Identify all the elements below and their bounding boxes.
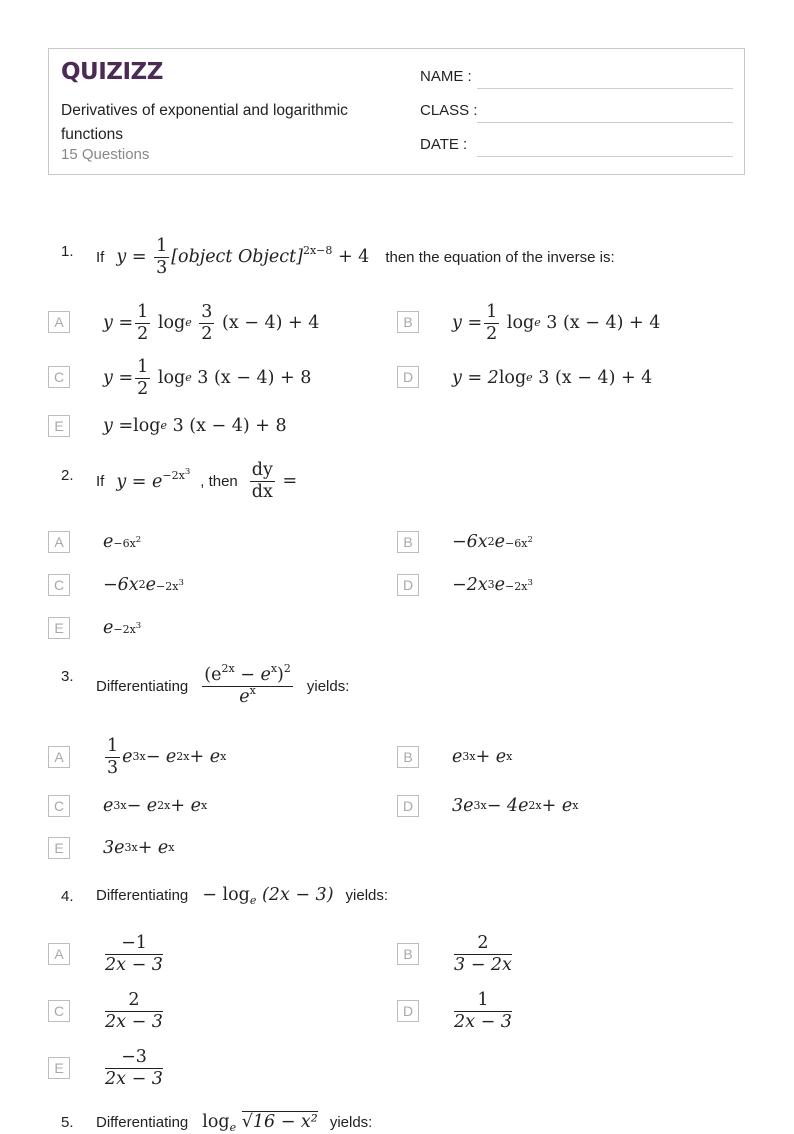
question-2-equation: $y = e^{-2x^3}$ bbox=[116, 466, 191, 492]
option-box-b[interactable]: B bbox=[397, 311, 419, 333]
option-box-a[interactable]: A bbox=[48, 311, 70, 333]
question-1-equation: y = $\frac{1}{3}$ [object Object]$^{2x-8}$ + 4 bbox=[116, 236, 370, 278]
worksheet-title: Derivatives of exponential and logarithmic functions bbox=[61, 102, 348, 143]
option-box-e[interactable]: E bbox=[48, 617, 70, 639]
name-line[interactable] bbox=[477, 88, 733, 89]
question-2-derivative: $\frac{dy}{dx}$ = bbox=[251, 460, 298, 502]
q1-option-c[interactable]: y = $\frac{1}{2}$ log e 3 (x − 4) + 8 bbox=[103, 356, 312, 399]
q3-option-b[interactable]: e 3x + e x bbox=[452, 747, 513, 767]
q3-option-c[interactable]: e 3x − e 2x + e x bbox=[103, 796, 208, 816]
name-field[interactable] bbox=[420, 68, 472, 85]
q4-option-b[interactable]: $\frac{2}{3 - 2x}$ bbox=[454, 933, 512, 975]
option-box-e[interactable]: E bbox=[48, 415, 70, 437]
option-box-c[interactable]: C bbox=[48, 1000, 70, 1022]
option-box-b[interactable]: B bbox=[397, 746, 419, 768]
worksheet-header bbox=[48, 48, 745, 175]
date-label: DATE : bbox=[420, 136, 468, 153]
question-5-number: 5. bbox=[61, 1114, 74, 1131]
q1-option-e[interactable]: y = log e 3 (x − 4) + 8 bbox=[103, 416, 287, 436]
q2-option-d[interactable]: −2x 3 e $-2x^3$ bbox=[452, 575, 533, 595]
question-1-text: If y = $\frac{1}{3}$ [object Object]$^{2x-8}$ + 4 then the equation of the inverse is: bbox=[96, 236, 615, 278]
question-1-number: 1. bbox=[61, 243, 74, 260]
q3-option-a[interactable]: $\frac{1}{3}$ e 3x − e 2x + e x bbox=[107, 735, 227, 778]
q1-option-d[interactable]: y = 2 log e 3 (x − 4) + 4 bbox=[452, 368, 653, 388]
date-field[interactable] bbox=[420, 136, 467, 153]
class-line[interactable] bbox=[477, 122, 733, 123]
q4-option-d[interactable]: $\frac{1}{2x - 3}$ bbox=[454, 990, 512, 1032]
option-box-d[interactable]: D bbox=[397, 1000, 419, 1022]
option-box-b[interactable]: B bbox=[397, 943, 419, 965]
option-box-e[interactable]: E bbox=[48, 1057, 70, 1079]
question-4-text: Differentiating − $\log_e (2x - 3)$ yields: bbox=[96, 885, 389, 907]
q2-option-c[interactable]: −6x 2 e $-2x^3$ bbox=[103, 575, 184, 595]
question-5-expression: $\log_e √16 - x^2$ bbox=[202, 1112, 318, 1134]
question-count: 15 Questions bbox=[61, 146, 150, 163]
option-box-a[interactable]: A bbox=[48, 943, 70, 965]
question-4-expression: − $\log_e (2x - 3)$ bbox=[202, 885, 334, 907]
class-label: CLASS : bbox=[420, 102, 478, 119]
option-box-c[interactable]: C bbox=[48, 795, 70, 817]
q1-option-b[interactable]: y = $\frac{1}{2}$ log e 3 (x − 4) + 4 bbox=[452, 301, 661, 344]
option-box-d[interactable]: D bbox=[397, 366, 419, 388]
option-box-b[interactable]: B bbox=[397, 531, 419, 553]
option-box-a[interactable]: A bbox=[48, 746, 70, 768]
option-box-c[interactable]: C bbox=[48, 366, 70, 388]
q4-option-c[interactable]: $\frac{2}{2x - 3}$ bbox=[105, 990, 163, 1032]
q4-option-a[interactable]: $\frac{-1}{2x - 3}$ bbox=[105, 933, 163, 975]
option-box-d[interactable]: D bbox=[397, 795, 419, 817]
question-4-number: 4. bbox=[61, 888, 74, 905]
q1-option-a[interactable]: y = $\frac{1}{2}$ log e $\frac{3}{2}$ (x − 4) + 4 bbox=[103, 301, 320, 344]
name-label: NAME : bbox=[420, 68, 472, 85]
q4-option-e[interactable]: $\frac{-3}{2x - 3}$ bbox=[105, 1047, 163, 1089]
question-3-text: Differentiating $\frac{(e^{2x} - e^x)^2}{e^x}$ yields: bbox=[96, 662, 350, 707]
q2-option-b[interactable]: −6x 2 e $-6x^2$ bbox=[452, 532, 533, 552]
quizizz-logo: QUIZIZZ bbox=[61, 59, 163, 85]
class-field[interactable] bbox=[420, 102, 478, 119]
option-box-d[interactable]: D bbox=[397, 574, 419, 596]
q3-option-d[interactable]: 3e 3x − 4e 2x + e x bbox=[452, 796, 579, 816]
q3-option-e[interactable]: 3e 3x + e x bbox=[103, 838, 175, 858]
option-box-e[interactable]: E bbox=[48, 837, 70, 859]
q2-option-e[interactable]: e $-2x^3$ bbox=[103, 618, 142, 638]
question-3-number: 3. bbox=[61, 668, 74, 685]
option-box-a[interactable]: A bbox=[48, 531, 70, 553]
question-2-number: 2. bbox=[61, 467, 74, 484]
q2-option-a[interactable]: e $-6x^2$ bbox=[103, 532, 142, 552]
question-3-expression: $\frac{(e^{2x} - e^x)^2}{e^x}$ bbox=[204, 662, 291, 707]
option-box-c[interactable]: C bbox=[48, 574, 70, 596]
question-5-text: Differentiating $\log_e √16 - x^2$ yields: bbox=[96, 1112, 373, 1134]
question-2-text: If $y = e^{-2x^3}$ , then $\frac{dy}{dx}$ = bbox=[96, 460, 298, 502]
date-line[interactable] bbox=[477, 156, 733, 157]
